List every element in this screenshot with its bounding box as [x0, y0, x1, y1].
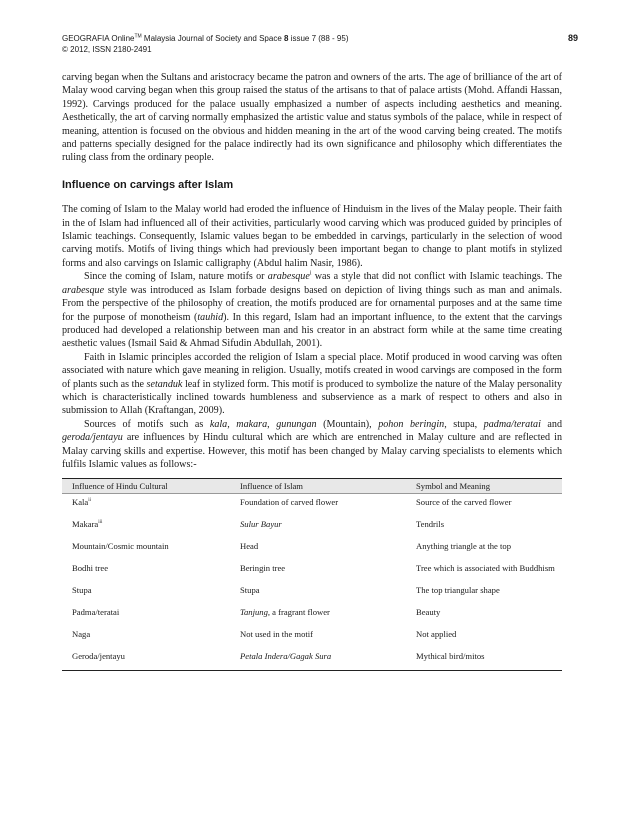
- paragraph-palace-carving: carving began when the Sultans and aristocracy became the patron and owners of the arts. The age of brilliance of the art of Malay wood carving began when this group raised the status of the artisans to that of palace artists (Mohd. Affandi Hassan, 1992). Carvings produced for the palace usually emphasized a number of aspects including aesthetics and meaning. Aesthetically, the art of carving normally emphasized the artistic value and status symbols of the palace, while in respect of meaning, attention is focused on the obvious and hidden meaning in the art of the wood carving being created. The motifs and patterns specially designed for the palace indirectly had its own significance and philosophy which differentiates the ruling class from the ordinary people.: [62, 72, 562, 164]
- cell-hindu: Makara$^{iii}$: [72, 519, 103, 530]
- cell-meaning: Not applied: [416, 629, 457, 640]
- table-header-row: [62, 479, 562, 494]
- paragraph-faith: Faith in Islamic principles accorded the religion of Islam a special place. Motif produced in wood carving was often associated with nature which gave meaning in religion. Usually, motifs created in wood carvings are composed in the form of plants such as the setanduk leaf in stylized form. This motif is produced to symbolize the nature of the Malay personality which is characteristically inclined towards humbleness and subservience as a mark of respect to others and also in submission to Allah (Kraftangan, 2009).: [62, 351, 562, 417]
- cell-islam: Not used in the motif: [240, 629, 314, 640]
- table-body: [62, 494, 562, 671]
- column-header-hindu: Influence of Hindu Cultural: [62, 479, 230, 494]
- cell-meaning: Tendrils: [416, 519, 445, 530]
- paragraph-coming-of-islam: The coming of Islam to the Malay world had eroded the influence of Hinduism in the lives of the Malay people. Their faith in the of Islam had influenced all of their activities, particularly wood carving which was produced guided by principles of Islamic teachings. Consequently, Islamic values began to be embedded in carvings, particularly in the selection of wood carving motifs. Motifs of living things which had previously been important began to change to plant motifs in stylized forms and also carvings on Islamic calligraphy (Abdul halim Nasir, 1986).: [62, 204, 562, 269]
- paragraph-arabesque: Since the coming of Islam, nature motifs or arabesque$^i$ was a style that did not conflict with Islamic teachings. The arabesque style was introduced as Islam forbade designs based on depiction of living things such as man and animals. From the perspective of the philosophy of creation, the motifs produced are for ornamental purposes and at the same time for the purpose of monotheism (tauhid). In this regard, Islam had an important influence, to the extent that the carvings produced had developed a relationship between man and his creator in an abstract form while at the same time creating aesthetic values (Ismail Said & Ahmad Sifudin Abdullah, 2001).: [62, 270, 563, 350]
- cell-hindu: Naga: [72, 629, 91, 640]
- table-row: [62, 516, 562, 538]
- cell-hindu: Stupa: [72, 585, 92, 596]
- cell-islam: Sulur Bayur: [240, 519, 282, 530]
- cell-meaning: The top triangular shape: [416, 585, 500, 596]
- table-row: [62, 648, 562, 671]
- cell-hindu: Padma/teratai: [72, 607, 120, 618]
- cell-meaning: Tree which is associated with Buddhism: [416, 563, 555, 574]
- copyright-line: © 2012, ISSN 2180-2491: [62, 45, 152, 54]
- section-heading: Influence on carvings after Islam: [62, 178, 234, 191]
- cell-meaning: Anything triangle at the top: [416, 541, 511, 552]
- cell-islam: Head: [240, 541, 259, 552]
- table-row: [62, 560, 562, 582]
- cell-meaning: Beauty: [416, 607, 441, 618]
- running-header: [62, 33, 578, 55]
- cell-hindu: Bodhi tree: [72, 563, 109, 574]
- table-row: [62, 494, 562, 517]
- cell-hindu: Geroda/jentayu: [62, 648, 230, 671]
- motif-influence-table: [62, 478, 562, 671]
- cell-islam: Stupa: [240, 585, 260, 596]
- column-header-meaning: Symbol and Meaning: [406, 479, 562, 494]
- article-body: [62, 71, 562, 671]
- cell-meaning: Mythical bird/mitos: [406, 648, 562, 671]
- column-header-islam: Influence of Islam: [230, 479, 406, 494]
- journal-citation: GEOGRAFIA Online™ Malaysia Journal of Society and Space 8 issue 7 (88 - 95): [62, 33, 349, 43]
- table-row: [62, 538, 562, 560]
- cell-hindu: Kala$^{ii}$: [72, 497, 92, 508]
- table-row: [62, 626, 562, 648]
- cell-islam: Beringin tree: [240, 563, 286, 574]
- cell-islam: Petala Indera/Gagak Sura: [230, 648, 406, 671]
- cell-hindu: Mountain/Cosmic mountain: [72, 541, 169, 552]
- page-number: 89: [567, 33, 578, 43]
- cell-islam: Tanjung, a fragrant flower: [240, 607, 330, 618]
- cell-meaning: Source of the carved flower: [416, 497, 512, 508]
- table-row: [62, 604, 562, 626]
- table-row: [62, 582, 562, 604]
- paragraph-motif-sources: Sources of motifs such as kala, makara, gunungan (Mountain), pohon beringin, stupa, padma/teratai and geroda/jentayu are influences by Hindu cultural which are which are entrenched in Malay culture and are reflected in Malay carving skills and expertise. However, this motif has been changed by Malay carving specialists to elements which fulfils Islamic values as follows:-: [62, 418, 563, 470]
- cell-islam: Foundation of carved flower: [240, 497, 339, 508]
